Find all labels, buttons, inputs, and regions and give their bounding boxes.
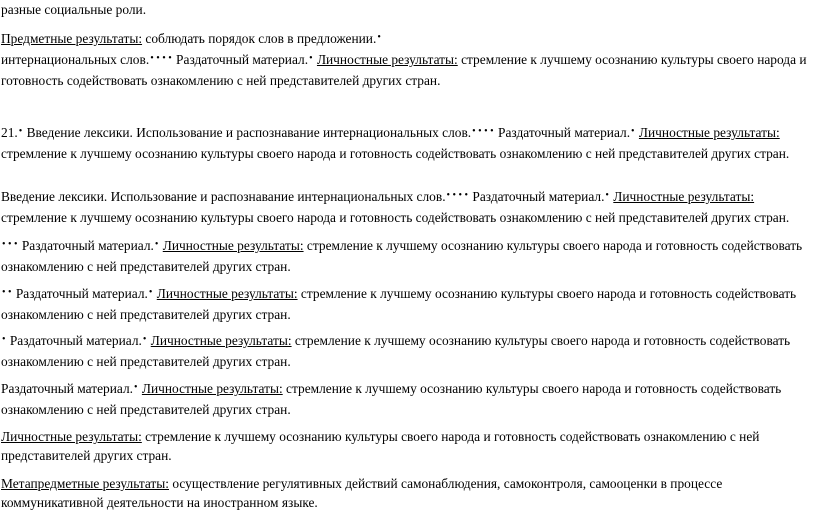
paragraph-vocabulary-intro [1,187,813,227]
text-segment: Раздаточный материал. [6,333,142,348]
text-segment: интернациональных слов. [1,52,150,67]
bullet-dot-icon: • [154,239,159,250]
bullet-dot-icon: • • • • [150,53,172,64]
bullet-dot-icon: • [605,190,609,201]
text-segment: Раздаточный материал. [469,189,605,204]
bullet-dot-icon: • [148,287,153,298]
bullet-dot-icon: • [142,334,147,345]
text-segment: стремление к лучшему осознанию культуры своего народа и готовность содействовать ознакомлению с ней представителей других стран. [1,210,790,225]
text-segment: стремление к лучшему осознанию культуры своего народа и готовность содействовать ознакомлению с ней представителей других стран. [1,429,760,463]
text-segment: Раздаточный материал. [1,381,134,396]
bullet-dot-icon: • [2,334,6,345]
section-label: Личностные результаты: [613,189,755,204]
text-segment: стремление к лучшему осознанию культуры своего народа и готовность содействовать ознакомлению с ней представителей других стран. [1,286,797,322]
section-label: Личностные результаты: [638,125,780,140]
text-segment: Раздаточный материал. [12,286,148,301]
section-label: Личностные результаты: [141,381,283,396]
section-label: Предметные результаты: [1,31,143,46]
paragraph-handout-three-dots [1,236,813,276]
paragraph-roles [1,0,813,19]
bullet-dot-icon: • • • [2,239,18,250]
section-label: Личностные результаты: [156,286,298,301]
text-segment: стремление к лучшему осознанию культуры своего народа и готовность содействовать ознакомлению с ней представителей других стран. [1,238,803,274]
paragraph-personal-results [1,427,813,465]
section-label: Личностные результаты: [1,429,142,444]
text-segment: 21. [1,125,18,140]
text-segment: осуществление регулятивных действий самонаблюдения, самоконтроля, самооценки в процессе коммуникативной деятельности на иностранном языке. [1,476,723,510]
text-segment: Введение лексики. Использование и распознавание интернациональных слов. [1,189,446,204]
paragraph-handout-one-dot [1,331,813,371]
text-segment: Введение лексики. Использование и распознавание интернациональных слов. [23,125,472,140]
section-label: Личностные результаты: [162,238,304,253]
section-label: Метапредметные результаты: [1,476,169,491]
paragraph-item-21 [1,123,813,163]
text-segment: Раздаточный материал. [18,238,154,253]
text-segment: разные социальные роли. [1,2,147,17]
text-segment: стремление к лучшему осознанию культуры своего народа и готовность содействовать ознакомлению с ней представителей других стран. [1,146,790,161]
bullet-dot-icon: • [18,126,23,137]
paragraph-handout [1,379,813,419]
section-label: Личностные результаты: [150,333,292,348]
text-segment: стремление к лучшему осознанию культуры своего народа и готовность содействовать ознакомлению с ней представителей других стран. [1,52,807,88]
text-segment: Раздаточный материал. [172,52,309,67]
bullet-dot-icon: • [377,32,381,43]
bullet-dot-icon: • • [2,287,12,298]
text-segment: Раздаточный материал. [494,125,631,140]
text-segment: соблюдать порядок слов в предложении. [142,31,377,46]
paragraph-subject-results [1,29,813,90]
paragraph-meta-results [1,474,813,512]
paragraph-handout-two-dots [1,284,813,324]
bullet-dot-icon: • [134,382,138,393]
text-segment: стремление к лучшему осознанию культуры своего народа и готовность содействовать ознакомлению с ней представителей других стран. [1,381,782,417]
bullet-dot-icon: • • • • [446,190,469,201]
section-label: Личностные результаты: [316,52,458,67]
bullet-dot-icon: • [309,53,313,64]
text-segment: стремление к лучшему осознанию культуры своего народа и готовность содействовать ознакомлению с ней представителей других стран. [1,333,791,369]
bullet-dot-icon: • [631,126,635,137]
bullet-dot-icon: • • • • [472,126,494,137]
